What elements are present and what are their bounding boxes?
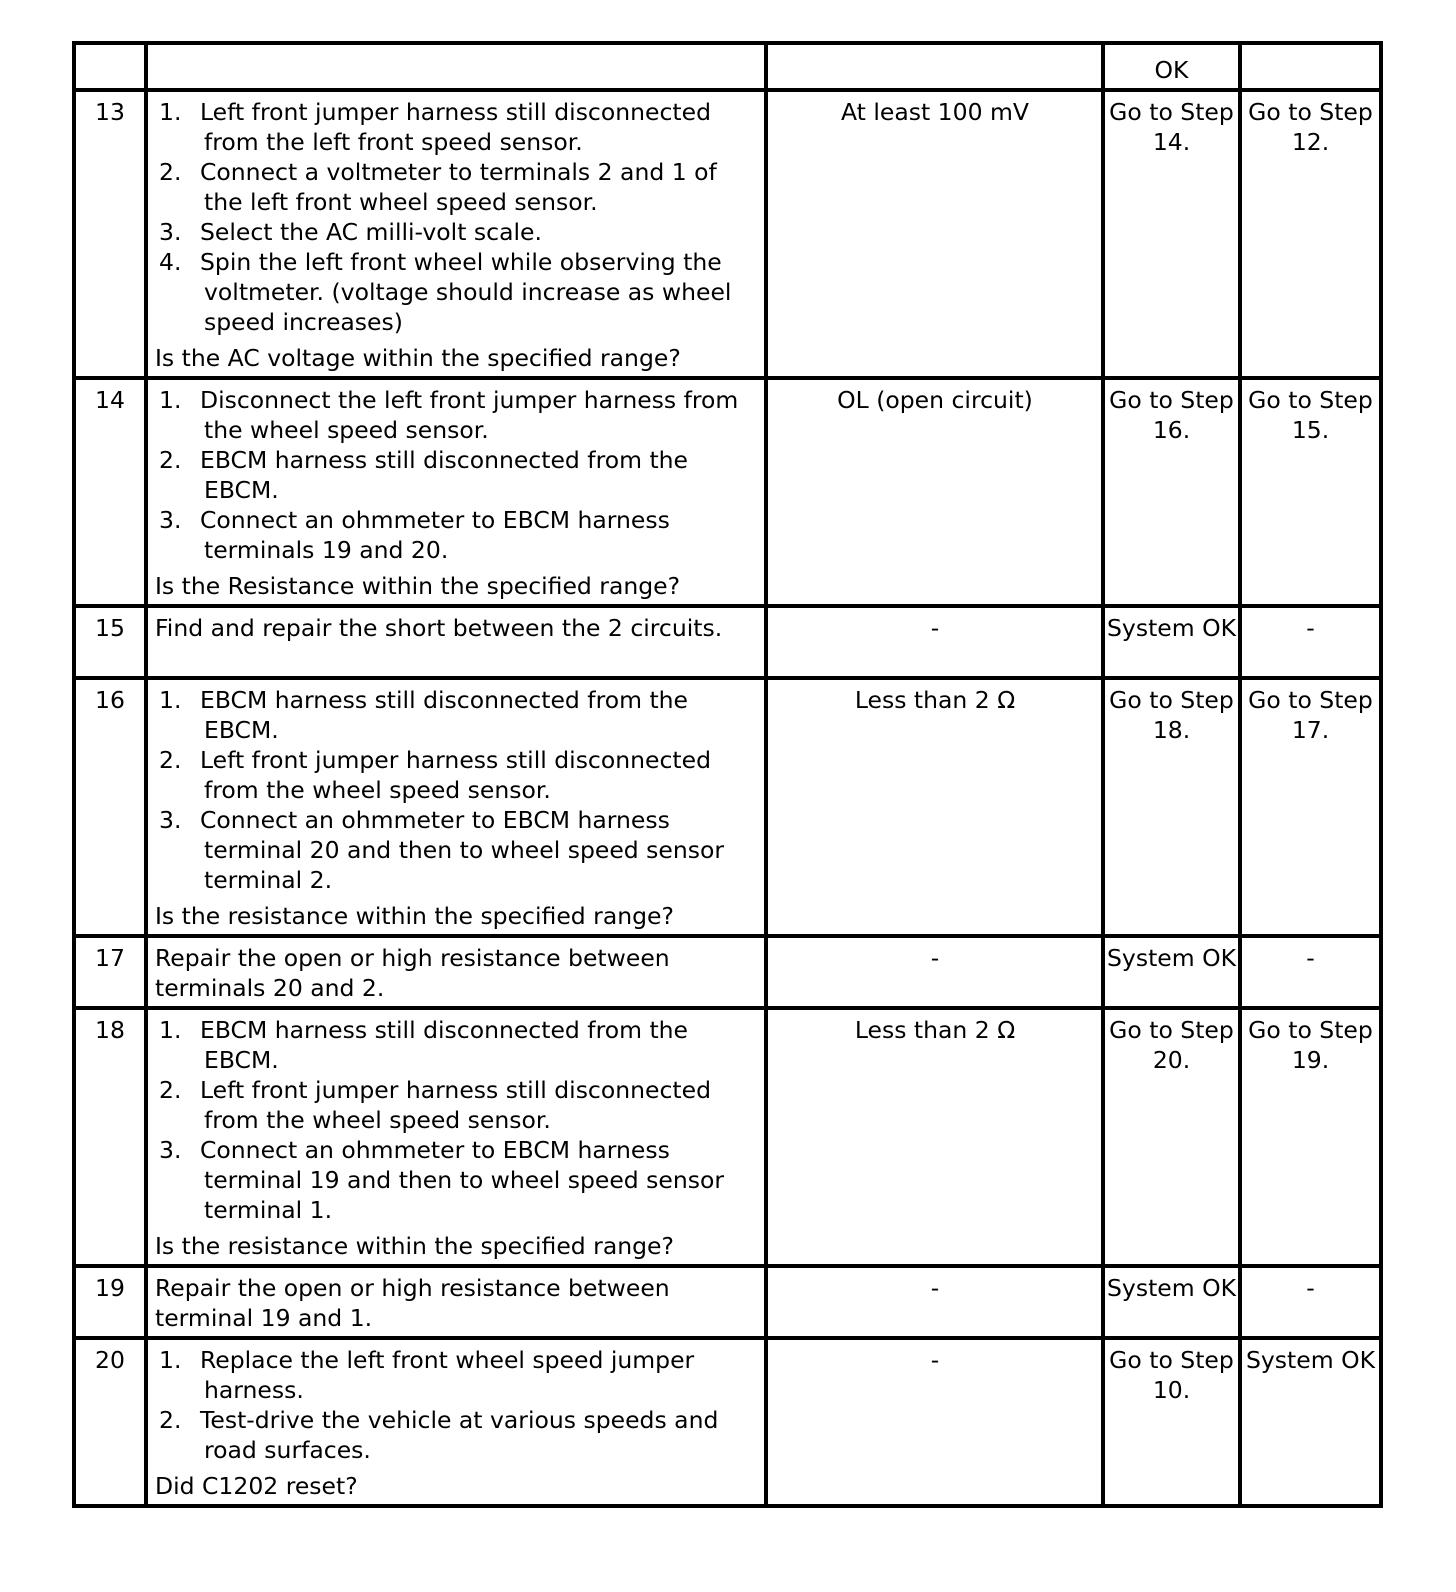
list-marker: 2. — [159, 158, 182, 186]
list-item: 1. EBCM harness still disconnected from the EBCM. — [159, 1016, 689, 1074]
table-row — [74, 936, 1381, 1008]
value-cell — [766, 43, 1103, 90]
table-row — [74, 1266, 1381, 1338]
value-cell: At least 100 mV — [766, 90, 1103, 378]
list-marker: 3. — [159, 218, 182, 246]
list-marker: 2. — [159, 446, 182, 474]
list-marker: 2. — [159, 1406, 182, 1434]
list-item: 2. Test-drive the vehicle at various speeds and road surfaces. — [159, 1406, 719, 1464]
action-cell — [146, 1008, 766, 1266]
step-number: 16 — [74, 678, 146, 936]
list-marker: 4. — [159, 248, 182, 276]
table-row — [74, 1008, 1381, 1266]
yes-cell: System OK — [1103, 1266, 1240, 1338]
diagnostic-table — [72, 41, 1383, 1508]
list-marker: 3. — [159, 506, 182, 534]
no-cell: Go to Step 15. — [1240, 378, 1381, 606]
step-number: 14 — [74, 378, 146, 606]
list-marker: 2. — [159, 1076, 182, 1104]
action-cell — [146, 936, 766, 1008]
action-cell — [146, 678, 766, 936]
yes-cell: System OK — [1103, 936, 1240, 1008]
list-marker: 3. — [159, 1136, 182, 1164]
action-cell — [146, 1266, 766, 1338]
list-marker: 1. — [159, 98, 182, 126]
no-cell: Go to Step 17. — [1240, 678, 1381, 936]
list-marker: 3. — [159, 806, 182, 834]
list-item: 3. Connect an ohmmeter to EBCM harness terminal 19 and then to wheel speed sensor terminal 1. — [159, 1136, 725, 1224]
question-text: Is the Resistance within the specified range? — [155, 572, 681, 600]
instruction-list — [155, 1345, 760, 1465]
question-text: Is the resistance within the specified range? — [155, 1232, 674, 1260]
action-cell — [146, 43, 766, 90]
action-text: Find and repair the short between the 2 circuits. — [155, 614, 723, 642]
list-marker: 1. — [159, 386, 182, 414]
step-number: 17 — [74, 936, 146, 1008]
no-cell — [1240, 43, 1381, 90]
value-cell: - — [766, 936, 1103, 1008]
list-item: 4. Spin the left front wheel while observing the voltmeter. (voltage should increase as wheel speed increases) — [159, 248, 732, 336]
list-marker: 2. — [159, 746, 182, 774]
table-row — [74, 1338, 1381, 1506]
action-text: Repair the open or high resistance between terminals 20 and 2. — [155, 944, 670, 1002]
list-item: 3. Connect an ohmmeter to EBCM harness terminals 19 and 20. — [159, 506, 670, 564]
yes-cell: Go to Step 10. — [1103, 1338, 1240, 1506]
no-cell: - — [1240, 1266, 1381, 1338]
list-item: 1. Left front jumper harness still disconnected from the left front speed sensor. — [159, 98, 711, 156]
list-marker: 1. — [159, 1016, 182, 1044]
value-cell: OL (open circuit) — [766, 378, 1103, 606]
no-cell: - — [1240, 606, 1381, 678]
step-number: 15 — [74, 606, 146, 678]
value-cell: - — [766, 1338, 1103, 1506]
list-marker: 1. — [159, 1346, 182, 1374]
step-number: 19 — [74, 1266, 146, 1338]
list-item: 2. EBCM harness still disconnected from the EBCM. — [159, 446, 689, 504]
no-cell: System OK — [1240, 1338, 1381, 1506]
table-row — [74, 43, 1381, 90]
action-cell — [146, 606, 766, 678]
list-item: 2. Connect a voltmeter to terminals 2 and 1 of the left front wheel speed sensor. — [159, 158, 717, 216]
instruction-list — [155, 1015, 760, 1225]
action-text: Repair the open or high resistance between terminal 19 and 1. — [155, 1274, 670, 1332]
value-cell: Less than 2 Ω — [766, 1008, 1103, 1266]
value-cell: - — [766, 1266, 1103, 1338]
question-text: Is the resistance within the specified range? — [155, 902, 674, 930]
list-item: 2. Left front jumper harness still disconnected from the wheel speed sensor. — [159, 746, 711, 804]
question-text: Did C1202 reset? — [155, 1472, 358, 1500]
list-item: 1. EBCM harness still disconnected from the EBCM. — [159, 686, 689, 744]
instruction-list — [155, 685, 760, 895]
yes-cell: Go to Step 16. — [1103, 378, 1240, 606]
value-cell: Less than 2 Ω — [766, 678, 1103, 936]
table-row — [74, 90, 1381, 378]
table-row — [74, 678, 1381, 936]
step-number: 20 — [74, 1338, 146, 1506]
value-cell: - — [766, 606, 1103, 678]
list-item: 3. Select the AC milli-volt scale. — [159, 218, 542, 246]
instruction-list — [155, 97, 760, 337]
list-item: 2. Left front jumper harness still disconnected from the wheel speed sensor. — [159, 1076, 711, 1134]
question-text: Is the AC voltage within the specified range? — [155, 344, 681, 372]
no-cell: Go to Step 19. — [1240, 1008, 1381, 1266]
table-row — [74, 606, 1381, 678]
list-item: 1. Disconnect the left front jumper harness from the wheel speed sensor. — [159, 386, 739, 444]
action-cell — [146, 378, 766, 606]
yes-cell: Go to Step 14. — [1103, 90, 1240, 378]
no-cell: - — [1240, 936, 1381, 1008]
no-cell: Go to Step 12. — [1240, 90, 1381, 378]
step-number: 18 — [74, 1008, 146, 1266]
list-marker: 1. — [159, 686, 182, 714]
step-number: 13 — [74, 90, 146, 378]
table-row — [74, 378, 1381, 606]
list-item: 3. Connect an ohmmeter to EBCM harness terminal 20 and then to wheel speed sensor terminal 2. — [159, 806, 725, 894]
action-cell — [146, 90, 766, 378]
list-item: 1. Replace the left front wheel speed jumper harness. — [159, 1346, 695, 1404]
step-number — [74, 43, 146, 90]
action-cell — [146, 1338, 766, 1506]
yes-cell: OK — [1103, 43, 1240, 90]
yes-cell: Go to Step 20. — [1103, 1008, 1240, 1266]
yes-cell: Go to Step 18. — [1103, 678, 1240, 936]
instruction-list — [155, 385, 760, 565]
yes-cell: System OK — [1103, 606, 1240, 678]
